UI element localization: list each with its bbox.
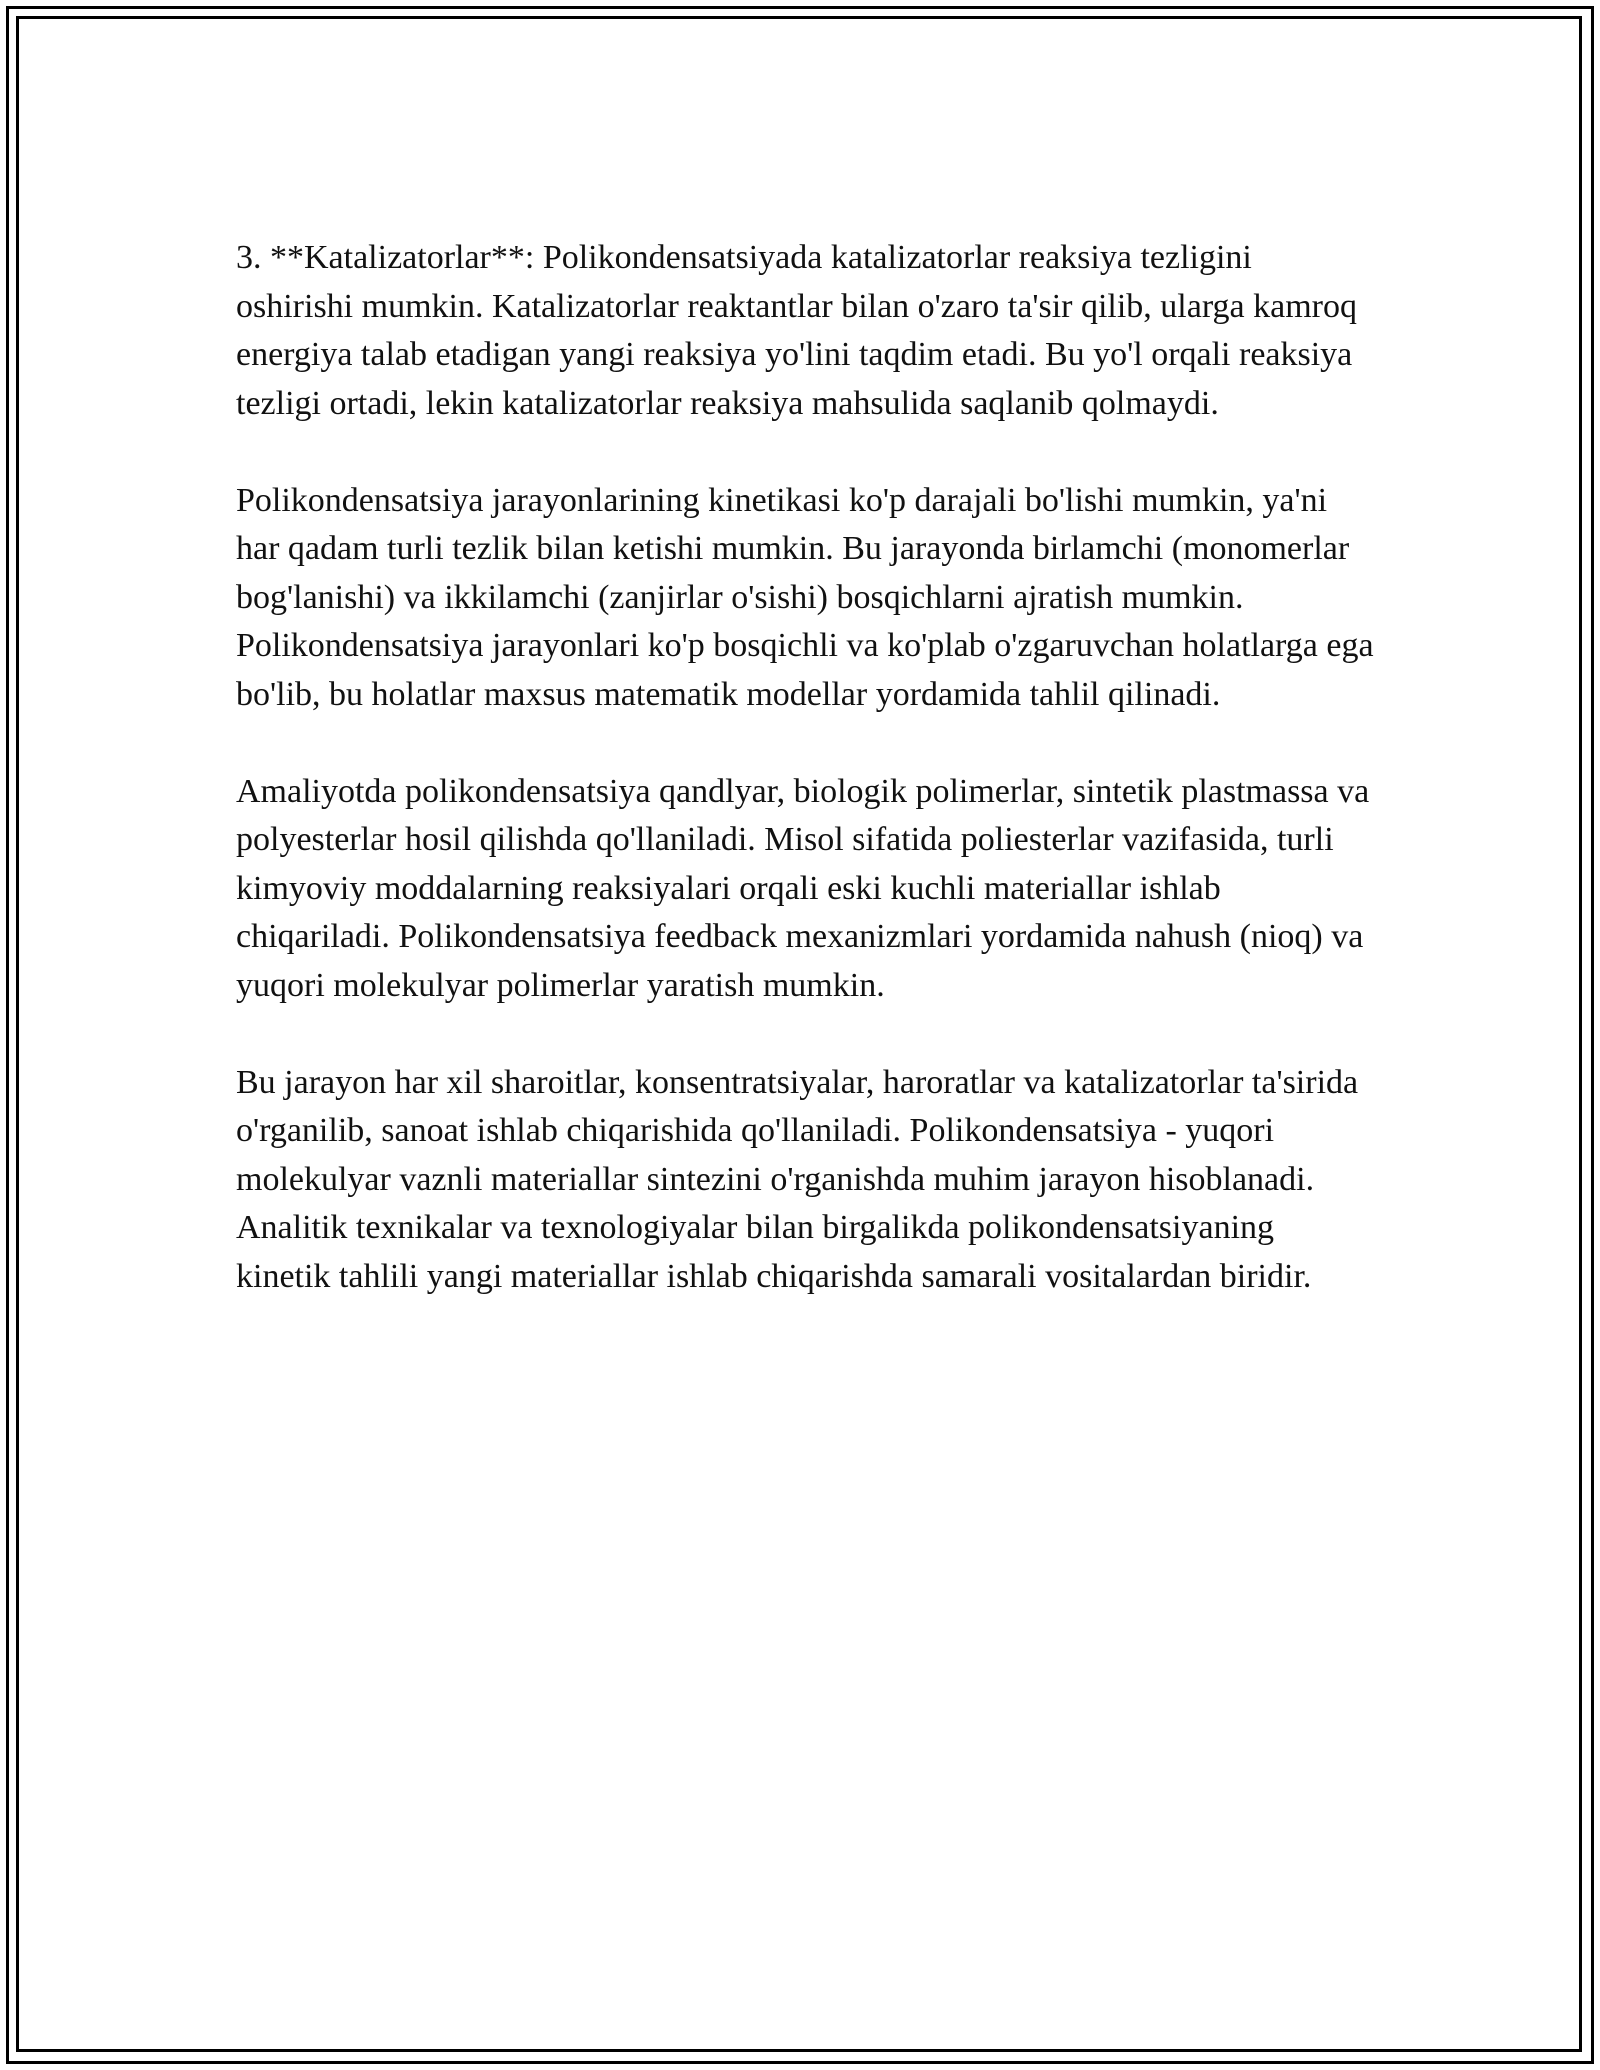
paragraph-catalysts: 3. **Katalizatorlar**: Polikondensatsiyada katalizatorlar reaksiya tezligini oshirishi mumkin. Katalizatorlar reaktantlar bilan o'zaro ta'sir qilib, ularga kamroq energiya talab etadigan yangi reaksiya yo'lini taqdim etadi. Bu yo'l orqali reaksiya tezligi ortadi, lekin katalizatorlar reaksiya mahsulida saqlanib qolmaydi.: [236, 239, 1358, 422]
paragraph-conclusion: Bu jarayon har xil sharoitlar, konsentratsiyalar, haroratlar va katalizatorlar ta'sirida o'rganilib, sanoat ishlab chiqarishida qo'llaniladi. Polikondensatsiya - yuqori molekulyar vaznli materiallar sintezini o'rganishda muhim jarayon hisoblanadi. Analitik texnikalar va texnologiyalar bilan birgalikda polikondensatsiyaning kinetik tahlili yangi materiallar ishlab chiqarishda samarali vositalardan biridir.: [236, 1063, 1359, 1295]
paragraph-applications: Amaliyotda polikondensatsiya qandlyar, biologik polimerlar, sintetik plastmassa va polyesterlar hosil qilishda qo'llaniladi. Misol sifatida poliesterlar vazifasida, turli kimyoviy moddalarning reaksiyalari orqali eski kuchli materiallar ishlab chiqariladi. Polikondensatsiya feedback mexanizmlari yordamida nahush (nioq) va yuqori molekulyar polimerlar yaratish mumkin.: [236, 772, 1370, 1004]
paragraph-kinetics: Polikondensatsiya jarayonlarining kinetikasi ko'p darajali bo'lishi mumkin, ya'ni har qadam turli tezlik bilan ketishi mumkin. Bu jarayonda birlamchi (monomerlar bog'lanishi) va ikkilamchi (zanjirlar o'sishi) bosqichlarni ajratish mumkin. Polikondensatsiya jarayonlari ko'p bosqichli va ko'plab o'zgaruvchan holatlarga ega bo'lib, bu holatlar maxsus matematik modellar yordamida tahlil qilinadi.: [236, 481, 1374, 713]
document-body: [236, 234, 1376, 1350]
